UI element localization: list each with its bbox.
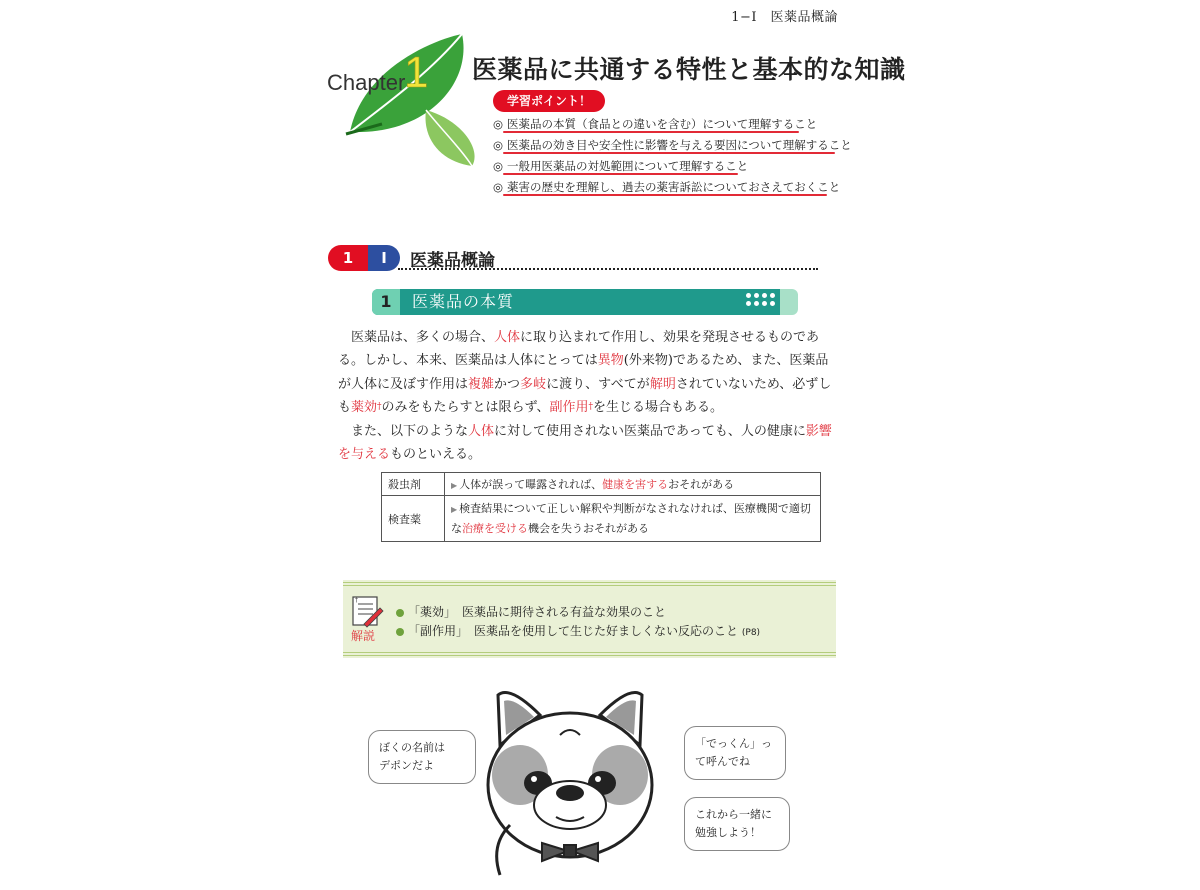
table-key: 殺虫剤: [382, 473, 445, 496]
explanation-label: 解説: [351, 629, 376, 643]
section-divider: [398, 268, 818, 270]
table-key: 検査薬: [382, 496, 445, 542]
table-row: [382, 473, 821, 496]
list-item: 「薬効」 医薬品に期待される有益な効果のこと: [396, 603, 760, 622]
section-number: 1: [328, 245, 368, 271]
list-item: 「副作用」 医薬品を使用して生じた好ましくない反応のこと (P8): [396, 622, 760, 641]
learning-points-list: [493, 114, 852, 198]
bulldog-mascot-icon: [470, 675, 670, 885]
explanation-list: [396, 603, 760, 641]
section-title: 医薬品概論: [410, 251, 495, 271]
speech-bubble-right-bottom: これから一緒に 勉強しよう！: [684, 797, 790, 851]
learning-point: ◎ 薬害の歴史を理解し、過去の薬害訴訟についておさえておくこと: [493, 180, 841, 194]
table-row: [382, 496, 821, 542]
learning-points-badge: 学習ポイント！: [493, 90, 605, 112]
table-value: ▶ 検査結果について正しい解釈や判断がなされなければ、医療機関で適切な治療を受ける機会を失うおそれがある: [445, 496, 821, 542]
subsection-bar: [372, 289, 792, 315]
learning-point: ◎ 医薬品の効き目や安全性に影響を与える要因について理解すること: [493, 138, 852, 152]
bullet-icon: [396, 609, 404, 617]
section-number-pill: [328, 245, 400, 271]
example-table: [381, 472, 821, 542]
chapter-title: 医薬品に共通する特性と基本的な知識: [472, 55, 906, 84]
speech-bubble-left: ぼくの名前は デポンだよ: [368, 730, 476, 784]
speech-bubble-right-top: 「でっくん」っ て呼んでね: [684, 726, 786, 780]
subsection-bar-end: [780, 289, 798, 315]
subsection-number: 1: [372, 289, 400, 315]
running-head: 1−I 医薬品概論: [731, 10, 838, 25]
chapter-label: Chapter: [327, 70, 406, 95]
subsection-title: 医薬品の本質: [412, 292, 515, 311]
dots-ornament-icon: [746, 293, 774, 311]
chapter-number: 1: [404, 48, 429, 97]
learning-point: ◎ 医薬品の本質（食品との違いを含む）について理解すること: [493, 117, 818, 131]
bullet-icon: [396, 628, 404, 636]
paragraph: また、以下のような人体に対して使用されない医薬品であっても、人の健康に影響を与えるものといえる。: [338, 423, 832, 463]
learning-point: ◎ 一般用医薬品の対処範囲について理解すること: [493, 159, 749, 173]
section-roman: I: [368, 245, 400, 271]
paragraph: 医薬品は、多くの場合、人体に取り込まれて作用し、効果を発現させるものである。しかし、本来、医薬品は人体にとっては異物(外来物)であるため、また、医薬品が人体に及ぼす作用は複雑かつ多岐に渡り、すべてが解明されていないため、必ずしも薬効†のみをもたらすとは限らず、副作用†を生じる場合もある。: [338, 330, 832, 416]
body-text: [338, 326, 838, 466]
svg-text:†: †: [355, 597, 358, 604]
leaf-icon: [322, 30, 482, 170]
table-value: ▶ 人体が誤って曝露されれば、健康を害するおそれがある: [445, 473, 821, 496]
